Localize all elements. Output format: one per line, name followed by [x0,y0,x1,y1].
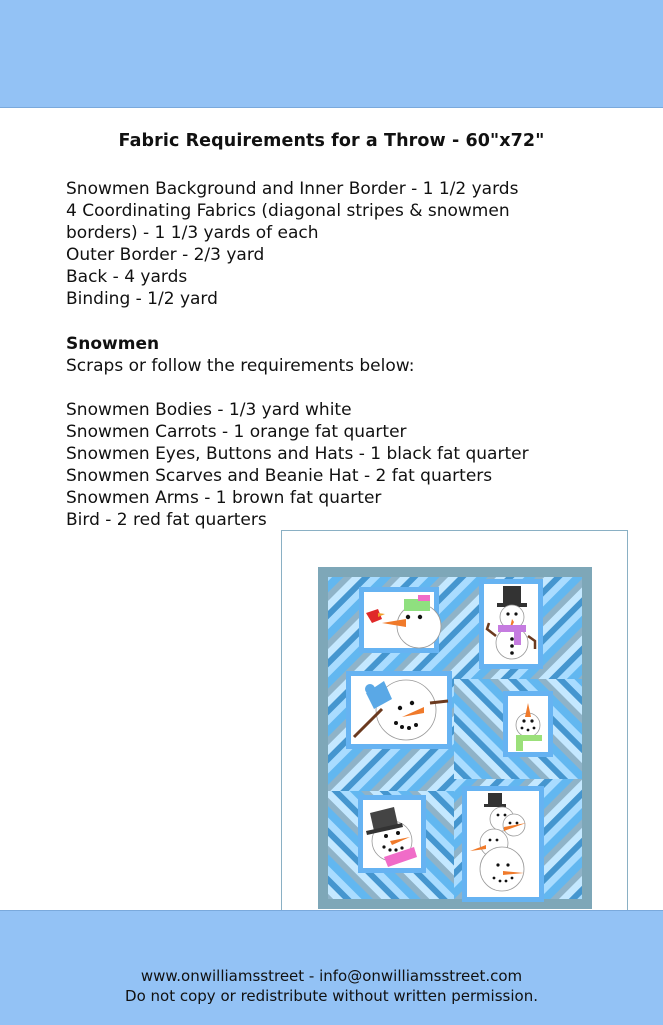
snowmen-intro: Scraps or follow the requirements below: [66,355,415,376]
snowman-block-pinkscarf [358,795,426,873]
snowmen-heading: Snowmen [66,333,160,354]
requirement-line: borders) - 1 1/3 yards of each [66,223,319,244]
snowmen-item: Bird - 2 red fat quarters [66,510,267,531]
snowman-block-small [503,691,553,757]
snowmen-item: Snowmen Eyes, Buttons and Hats - 1 black fat quarter [66,443,529,464]
snowmen-item: Snowmen Arms - 1 brown fat quarter [66,488,382,509]
requirement-line: Back - 4 yards [66,267,188,288]
footer-contact: www.onwilliamsstreet - info@onwilliamsstreet.com [140,967,523,985]
footer [0,966,663,1006]
snowmen-item: Snowmen Bodies - 1/3 yard white [66,399,352,420]
footer-copyright: Do not copy or redistribute without written permission. [125,987,538,1005]
requirement-line: Binding - 1/2 yard [66,289,218,310]
snowman-block-stacked [462,786,544,902]
snowman-block-tophat [479,579,543,669]
snowmen-item: Snowmen Scarves and Beanie Hat - 2 fat quarters [66,466,493,487]
requirement-line: 4 Coordinating Fabrics (diagonal stripes & snowmen [66,201,510,222]
quilt-illustration [281,530,628,945]
snowman-block-bird [359,587,441,653]
quilt-image [282,531,627,944]
page-title: Fabric Requirements for a Throw - 60"x72" [118,131,545,151]
snowman-block-beanie [346,671,452,749]
requirement-line: Snowmen Background and Inner Border - 1 1/2 yards [66,179,519,199]
requirement-line: Outer Border - 2/3 yard [66,245,265,266]
snowmen-item: Snowmen Carrots - 1 orange fat quarter [66,421,407,442]
header-band [0,0,663,108]
requirements-list [66,178,626,531]
